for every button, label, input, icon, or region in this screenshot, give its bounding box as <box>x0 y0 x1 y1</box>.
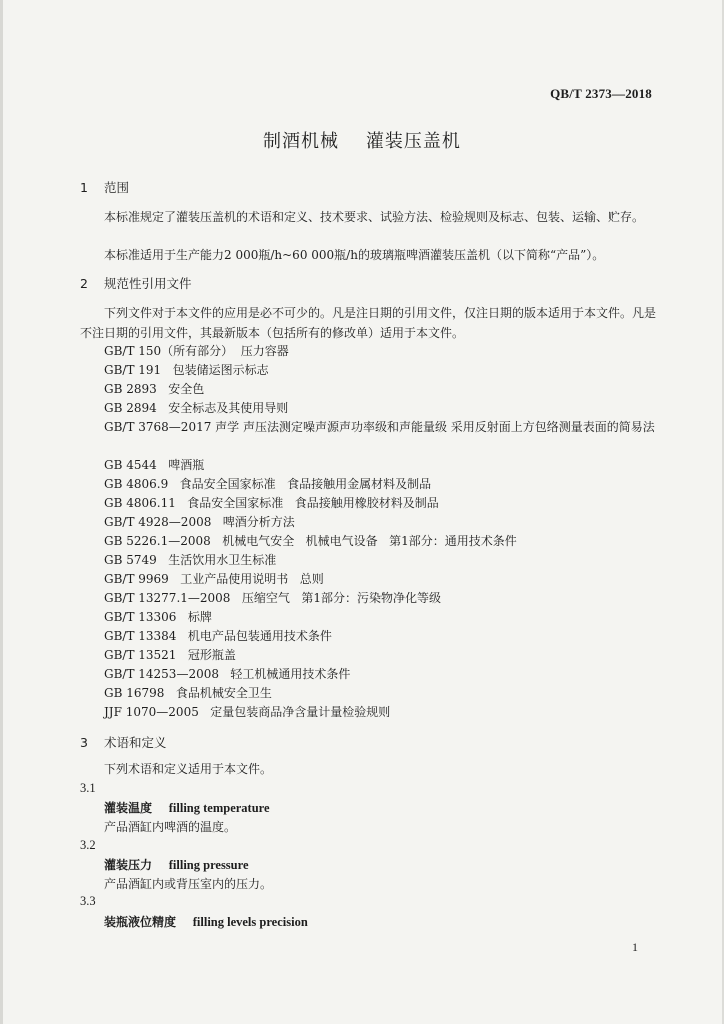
reference-item: GB 2893 安全色 <box>104 382 205 396</box>
reference-item: GB/T 13306 标牌 <box>104 610 212 624</box>
reference-item: GB 16798 食品机械安全卫生 <box>104 686 272 700</box>
standard-code: QB/T 2373—2018 <box>550 86 652 101</box>
scan-edge-left <box>0 0 3 1024</box>
reference-item: GB/T 3768—2017 声学 声压法测定噪声源声功率级和声能量级 采用反射面上方包络测量表面的简易法 <box>104 420 655 434</box>
reference-item: GB/T 150（所有部分） 压力容器 <box>104 344 289 358</box>
term-number: 3.3 <box>80 894 96 908</box>
section-title: 术语和定义 <box>103 735 167 750</box>
term-en: filling levels precision <box>192 915 308 929</box>
reference-item: GB 4544 啤酒瓶 <box>104 458 205 472</box>
reference-item: GB/T 13521 冠形瓶盖 <box>104 648 236 662</box>
section-number: 2 <box>80 276 88 291</box>
term-heading <box>104 799 270 816</box>
scope-paragraph-1: 本标准规定了灌装压盖机的术语和定义、技术要求、试验方法、检验规则及标志、包装、运输、贮存。 <box>104 210 645 224</box>
term-zh: 灌装压力 <box>104 858 153 872</box>
section-1-heading <box>80 178 129 196</box>
term-heading <box>104 856 249 873</box>
reference-item: GB/T 9969 工业产品使用说明书 总则 <box>104 572 324 586</box>
reference-item: JJF 1070—2005 定量包装商品净含量计量检验规则 <box>104 705 391 719</box>
term-number: 3.1 <box>80 781 96 795</box>
reference-item: GB/T 13277.1—2008 压缩空气 第1部分：污染物净化等级 <box>104 591 441 605</box>
section-title: 范围 <box>103 180 129 195</box>
term-en: filling temperature <box>168 801 270 815</box>
reference-item: GB 4806.9 食品安全国家标准 食品接触用金属材料及制品 <box>104 477 432 491</box>
reference-item: GB/T 191 包装储运图示标志 <box>104 363 269 377</box>
reference-item: GB 4806.11 食品安全国家标准 食品接触用橡胶材料及制品 <box>104 496 439 510</box>
term-definition: 产品酒缸内或背压室内的压力。 <box>104 877 273 891</box>
reference-item: GB/T 4928—2008 啤酒分析方法 <box>104 515 295 529</box>
term-zh: 装瓶液位精度 <box>104 915 177 929</box>
section-number: 3 <box>80 735 88 750</box>
references-intro: 下列文件对于本文件的应用是必不可少的。凡是注日期的引用文件，仅注日期的版本适用于本文件。凡是不注日期的引用文件，其最新版本（包括所有的修改单）适用于本文件。 <box>80 306 657 340</box>
term-heading <box>104 913 308 930</box>
section-2-heading <box>80 274 192 292</box>
term-definition: 产品酒缸内啤酒的温度。 <box>104 820 237 834</box>
term-zh: 灌装温度 <box>104 801 153 815</box>
section-title: 规范性引用文件 <box>103 276 192 291</box>
scope-paragraph-2: 本标准适用于生产能力2 000瓶/h~60 000瓶/h的玻璃瓶啤酒灌装压盖机（以下简称“产品”）。 <box>104 248 605 262</box>
document-title: 制酒机械 灌装压盖机 <box>263 131 461 152</box>
section-number: 1 <box>80 180 88 195</box>
reference-item: GB 2894 安全标志及其使用导则 <box>104 401 289 415</box>
term-en: filling pressure <box>168 858 249 872</box>
page-number: 1 <box>632 940 638 954</box>
reference-item: GB 5749 生活饮用水卫生标准 <box>104 553 277 567</box>
reference-item: GB/T 14253—2008 轻工机械通用技术条件 <box>104 667 351 681</box>
section-3-heading <box>80 733 167 751</box>
reference-item: GB 5226.1—2008 机械电气安全 机械电气设备 第1部分：通用技术条件 <box>104 534 517 548</box>
reference-item: GB/T 13384 机电产品包装通用技术条件 <box>104 629 332 643</box>
term-number: 3.2 <box>80 838 96 852</box>
terms-intro: 下列术语和定义适用于本文件。 <box>104 762 273 776</box>
